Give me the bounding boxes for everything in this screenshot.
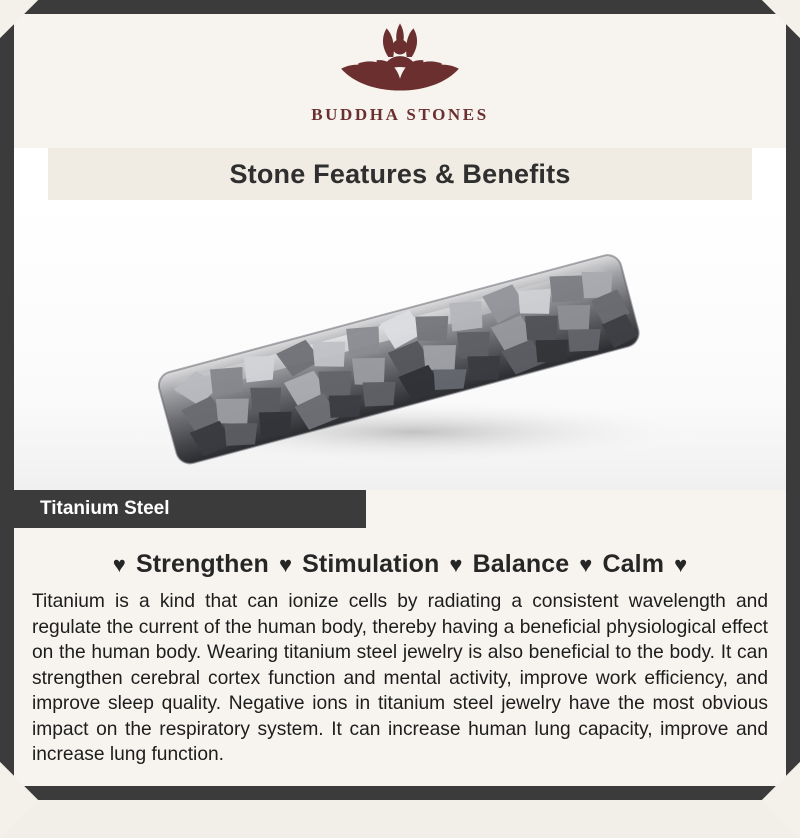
heart-icon-3: ♥: [579, 552, 593, 577]
benefit-item-3: Calm: [602, 550, 665, 578]
description-text: Titanium is a kind that can ionize cells by radiating a consistent wavelength and regulate the current of the human body, thereby having a beneficial physiological effect on the human body. Wearing titanium steel jewelry is also beneficial to the body. It can strengthen cerebral cortex function and mental activity, improve work efficiency, and improve sleep quality. Negative ions in titanium steel jewelry have the most obvious impact on the respiratory system. It can increase human lung capacity, improve and increase lung function.: [32, 591, 768, 765]
heart-icon-0: ♥: [112, 552, 126, 577]
heart-icon-1: ♥: [278, 552, 293, 577]
product-hero-image: [14, 200, 786, 490]
benefit-item-1: Stimulation: [302, 550, 440, 578]
section-title-bar: [14, 148, 786, 200]
product-caption-strip: [14, 490, 786, 528]
titanium-steel-crystal-bar-photo: [14, 200, 786, 490]
frame-border-right: [786, 0, 800, 800]
title-bar-left-cap: [14, 148, 48, 200]
heart-icon-2: ♥: [449, 552, 463, 577]
frame-border-bottom: [0, 786, 800, 800]
page-title: Stone Features & Benefits: [229, 158, 571, 189]
frame-border-top: [0, 0, 800, 14]
heart-icon-4: ♥: [674, 552, 688, 577]
poster-content: [14, 14, 786, 786]
benefit-item-2: Balance: [472, 550, 570, 578]
brand-header: [14, 14, 786, 142]
frame-border-left: [0, 0, 14, 800]
product-name-label: Titanium Steel: [40, 498, 170, 519]
benefits-line: [14, 528, 786, 587]
lotus-buddha-meditation-icon: [315, 20, 485, 104]
title-bar-right-cap: [752, 148, 786, 200]
benefit-item-0: Strengthen: [135, 550, 269, 578]
brand-name: BUDDHA STONES: [311, 105, 489, 124]
